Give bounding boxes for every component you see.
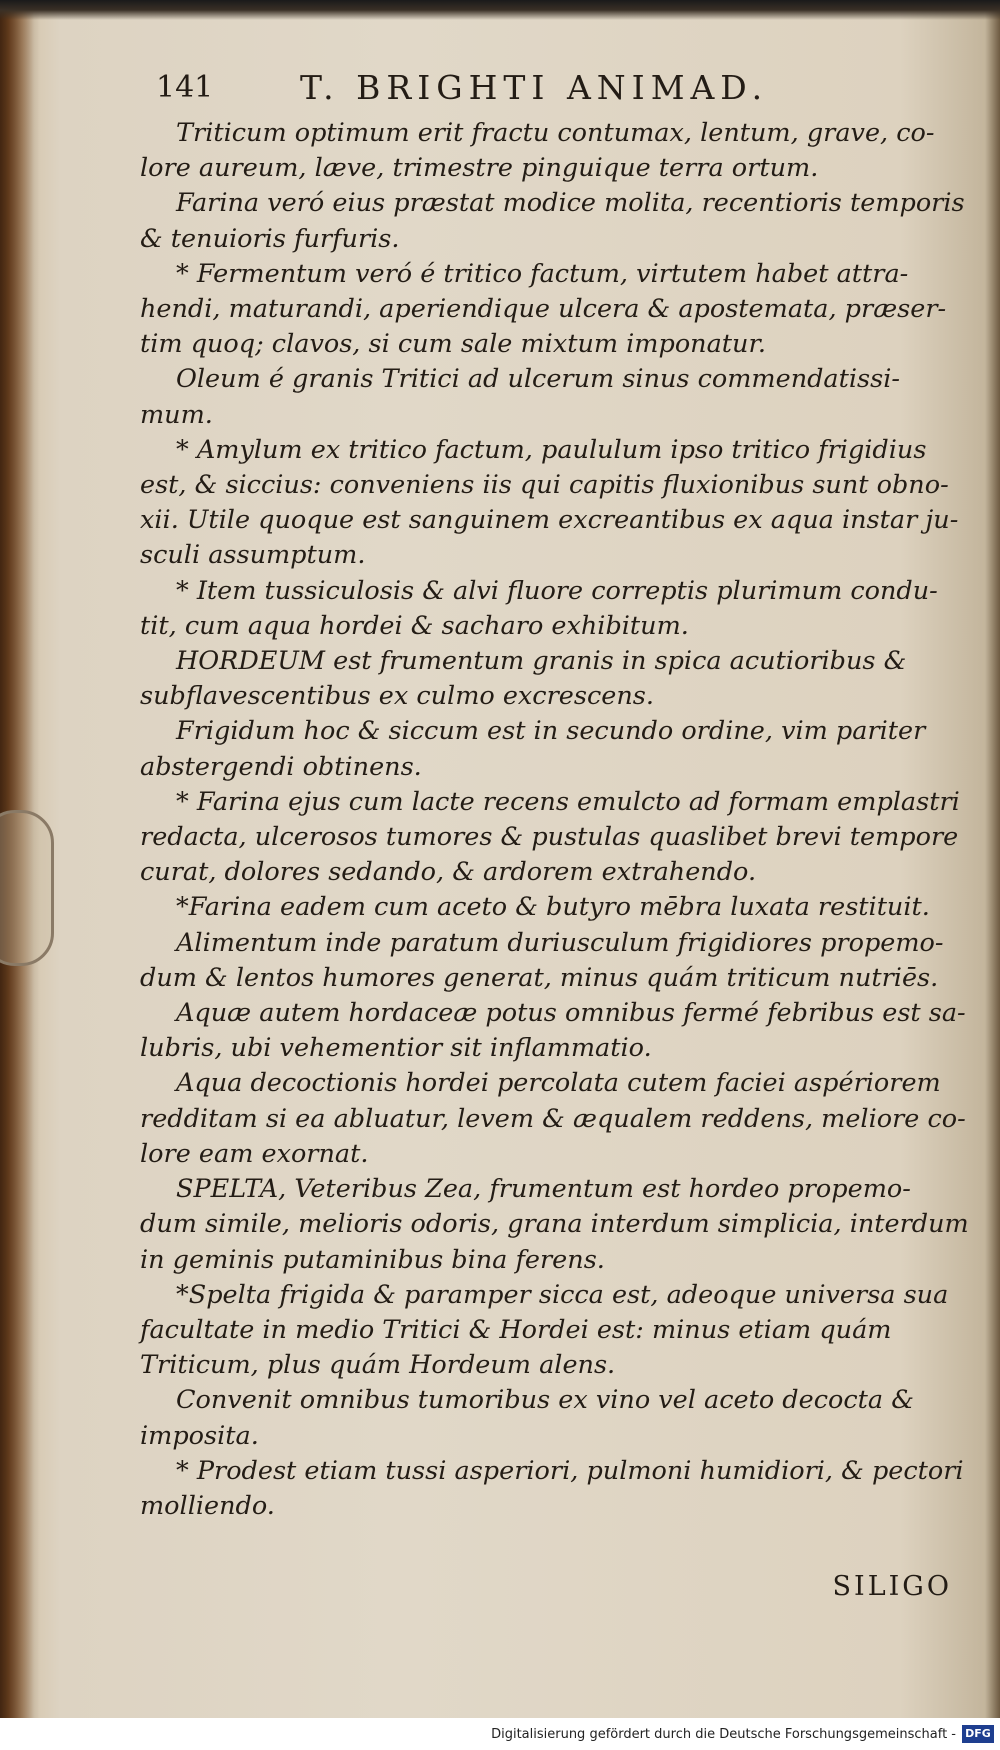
text-line: molliendo. [140,1490,275,1521]
text-line: * Prodest etiam tussi asperiori, pulmoni humidiori, & pectori [176,1455,964,1486]
text-line: Aquæ autem hordaceæ potus omnibus fermé febribus est sa- [176,998,966,1029]
text-line: sculi assumptum. [140,540,366,571]
text-line: Frigidum hoc & siccum est in secundo ordine, vim pariter [176,716,926,747]
text-line: mum. [140,399,213,430]
text-line: xii. Utile quoque est sanguinem excreantibus ex aqua instar ju- [140,505,959,536]
text-line: lore eam exornat. [140,1138,369,1169]
text-line: * Fermentum veró é tritico factum, virtutem habet attra- [176,258,909,289]
footer-credit: Digitalisierung gefördert durch die Deutsche Forschungsgemeinschaft - [491,1727,956,1742]
text-line: * Amylum ex tritico factum, paululum ipso tritico frigidius [176,434,927,465]
text-line: est, & siccius: conveniens iis qui capitis fluxionibus sunt obno- [140,470,949,501]
text-line: tim quoq; clavos, si cum sale mixtum imponatur. [140,329,766,360]
document-page [140,60,969,1700]
page-top-edge [0,0,1000,20]
text-line: tit, cum aqua hordei & sacharo exhibitum. [140,610,689,641]
body-text [140,116,969,1524]
text-line: curat, dolores sedando, & ardorem extrahendo. [140,857,757,888]
text-line: Aqua decoctionis hordei percolata cutem faciei aspériorem [176,1068,941,1099]
text-line: Oleum é granis Tritici ad ulcerum sinus commendatissi- [176,364,900,395]
text-line: SPELTA, Veteribus Zea, frumentum est hordeo propemo- [176,1174,911,1205]
text-line: * Farina ejus cum lacte recens emulcto ad formam emplastri [176,786,960,817]
text-line: HORDEUM est frumentum granis in spica acutioribus & [176,646,907,677]
running-head: T. BRIGHTI ANIMAD. [300,68,769,107]
text-line: lore aureum, læve, trimestre pinguique terra ortum. [140,153,819,184]
text-line: dum & lentos humores generat, minus quám triticum nutriēs. [140,962,939,993]
text-line: redditam si ea abluatur, levem & æqualem reddens, meliore co- [140,1103,966,1134]
catchword: SILIGO [832,1571,952,1602]
dfg-logo-icon: DFG [962,1725,994,1743]
text-line: lubris, ubi vehementior sit inflammatio. [140,1033,652,1064]
page-header [140,60,960,120]
binding-clip [0,810,54,966]
text-line: hendi, maturandi, aperiendique ulcera & apostemata, præser- [140,294,947,325]
text-line: & tenuioris furfuris. [140,223,400,254]
page-number: 141 [156,70,214,105]
text-line: Triticum, plus quám Hordeum alens. [140,1350,616,1381]
text-line: imposita. [140,1420,259,1451]
text-line: Convenit omnibus tumoribus ex vino vel aceto decocta & [176,1385,914,1416]
text-line: dum simile, melioris odoris, grana interdum simplicia, interdum [140,1209,969,1240]
text-line: Alimentum inde paratum duriusculum frigidiores propemo- [176,927,944,958]
text-line: abstergendi obtinens. [140,751,422,782]
text-line: redacta, ulcerosos tumores & pustulas quaslibet brevi tempore [140,822,959,853]
text-line: * Item tussiculosis & alvi fluore correptis plurimum condu- [176,575,938,606]
text-line: subflavescentibus ex culmo excrescens. [140,681,654,712]
text-line: in geminis putaminibus bina ferens. [140,1244,605,1275]
digitization-footer [0,1718,1000,1750]
text-line: facultate in medio Tritici & Hordei est: minus etiam quám [140,1314,892,1345]
text-line: *Farina eadem cum aceto & butyro mēbra luxata restituit. [176,892,930,923]
text-line: Triticum optimum erit fractu contumax, lentum, grave, co- [176,118,935,148]
text-line: *Spelta frigida & paramper sicca est, adeoque universa sua [176,1279,949,1310]
text-line: Farina veró eius præstat modice molita, recentioris temporis [176,188,965,219]
